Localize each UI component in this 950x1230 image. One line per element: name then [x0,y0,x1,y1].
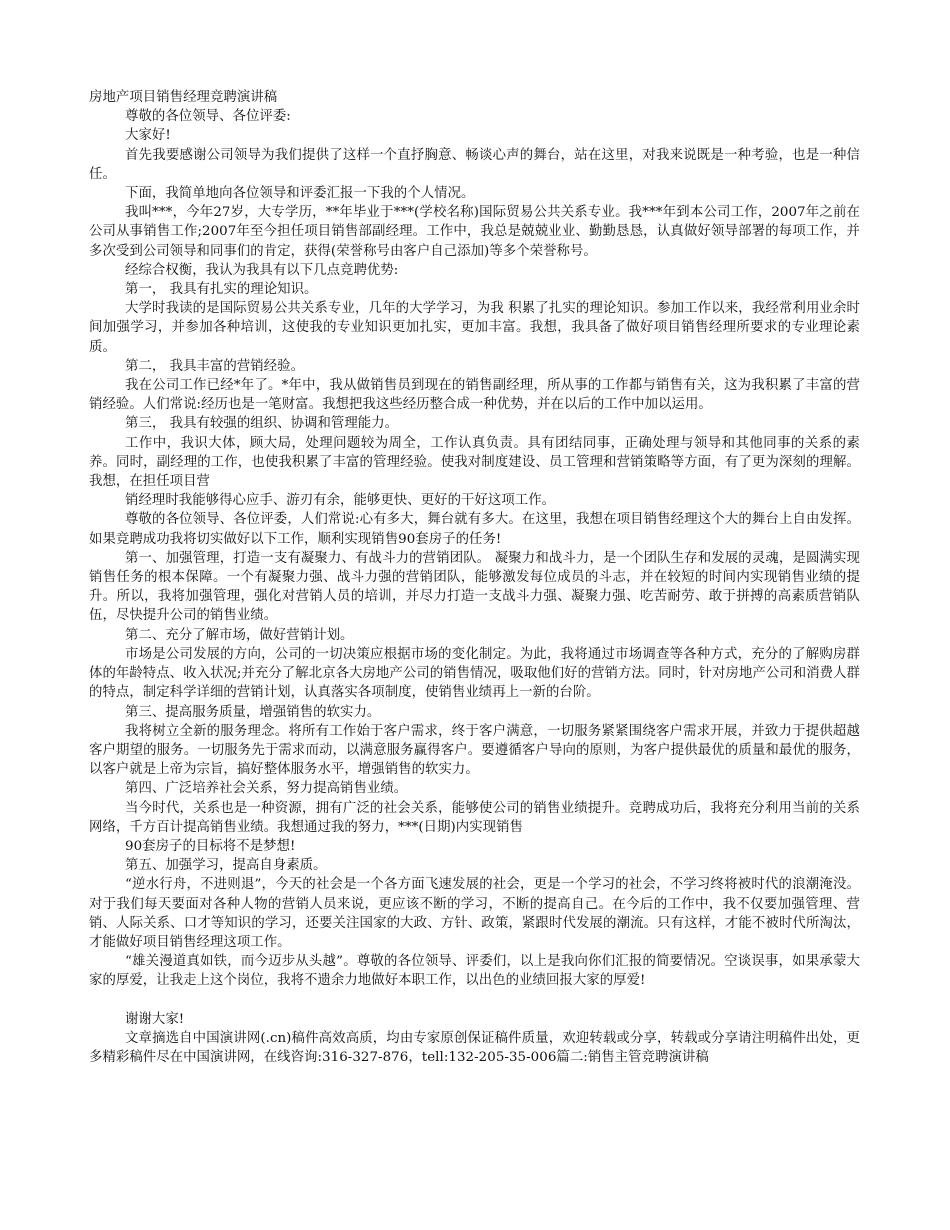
paragraph: 尊敬的各位领导、各位评委，人们常说:心有多大，舞台就有多大。在这里，我想在项目销售经理这个大的舞台上自由发挥。如果竞聘成功我将切实做好以下工作，顺利实现销售90套房子的任务! [89,512,860,547]
paragraph: 下面，我简单地向各位领导和评委汇报一下我的个人情况。 [125,186,475,202]
paragraph: 第五、加强学习，提高自身素质。 [125,858,327,874]
paragraph [89,991,860,1010]
paragraph: 我将树立全新的服务理念。将所有工作始于客户需求，终于客户满意，一切服务紧紧围绕客户需求开展，并致力于提供超越客户期望的服务。一切服务先于需求而动，以满意服务赢得客户。要遵循客户导向的原则，为客户提供最优的质量和最优的服务，以客户就是上帝为宗旨，搞好整体服务水平，增强销售的软实力。 [89,723,860,778]
paragraph: 第二、充分了解市场，做好营销计划。 [125,627,354,643]
paragraph: 首先我要感谢公司领导为我们提供了这样一个直抒胸意、畅谈心声的舞台，站在这里，对我来说既是一种考验，也是一种信任。 [89,147,860,182]
paragraph: 市场是公司发展的方向，公司的一切决策应根据市场的变化制定。为此，我将通过市场调查等各种方式，充分的了解购房群体的年龄特点、收入状况;并充分了解北京各大房地产公司的销售情况，吸取他们好的营销方法。同时，针对房地产公司和消费人群的特点，制定科学详细的营销计划，认真落实各项制度，使销售业绩再上一新的台阶。 [89,646,860,701]
document-body [89,107,860,1067]
paragraph: 工作中，我识大体，顾大局，处理问题较为周全，工作认真负责。具有团结同事，正确处理与领导和其他同事的关系的素养。同时，副经理的工作，也使我积累了丰富的管理经验。使我对制度建设、员工管理和营销策略等方面，有了更为深刻的理解。我想，在担任项目营 [89,435,860,490]
document-page [89,88,860,1067]
paragraph: “雄关漫道真如铁，而今迈步从头越”。尊敬的各位领导、评委们，以上是我向你们汇报的简要情况。空谈误事，如果承蒙大家的厚爱，让我走上这个岗位，我将不遗余力地做好本职工作，以出色的业绩回报大家的厚爱! [89,954,860,989]
paragraph: 第二， 我具丰富的营销经验。 [125,358,305,374]
paragraph: 我叫***，今年27岁，大专学历，**年毕业于***(学校名称)国际贸易公共关系专业。我***年到本公司工作，2007年之前在公司从事销售工作;2007年至今担任项目销售部副经理。工作中，我总是兢兢业业、勤勤恳恳，认真做好领导部署的每项工作，并多次受到公司领导和同事们的肯定，获得(荣誉称号由客户自己添加)等多个荣誉称号。 [89,205,860,259]
paragraph: 销经理时我能够得心应手、游刃有余，能够更快、更好的干好这项工作。 [125,493,556,509]
paragraph: 经综合权衡，我认为我具有以下几点竞聘优势: [125,262,399,278]
paragraph: 大学时我读的是国际贸易公共关系专业，几年的大学学习，为我 积累了扎实的理论知识。参加工作以来，我经常利用业余时间加强学习，并参加各种培训，这使我的专业知识更加扎实，更加丰富。我想，我具备了做好项目销售经理所要求的专业理论素质。 [89,301,860,355]
paragraph: 谢谢大家! [125,1011,185,1027]
paragraph: 我在公司工作已经*年了。*年中，我从做销售员到现在的销售副经理，所从事的工作都与销售有关，这为我积累了丰富的营销经验。人们常说:经历也是一笔财富。我想把我这些经历整合成一种优势，并在以后的工作中加以运用。 [89,378,860,413]
paragraph: 第一， 我具有扎实的理论知识。 [125,282,318,298]
paragraph: “逆水行舟，不进则退”，今天的社会是一个各方面飞速发展的社会，更是一个学习的社会，不学习终将被时代的浪潮淹没。对于我们每天要面对各种人物的营销人员来说，更应该不断的学习，不断的提高自己。在今后的工作中，我不仅要加强管理、营销、人际关系、口才等知识的学习，还要关注国家的大政、方针、政策，紧跟时代发展的潮流。只有这样，才能不被时代所淘汰，才能做好项目销售经理这项工作。 [89,877,860,950]
paragraph: 第三， 我具有较强的组织、协调和管理能力。 [125,416,399,432]
paragraph: 大家好! [125,128,171,144]
paragraph: 90套房子的目标将不是梦想! [125,838,296,854]
paragraph: 第四、广泛培养社会关系，努力提高销售业绩。 [125,781,408,797]
paragraph: 尊敬的各位领导、各位评委: [125,109,291,125]
paragraph: 第一、加强管理，打造一支有凝聚力、有战斗力的营销团队。 凝聚力和战斗力，是一个团队生存和发展的灵魂，是圆满实现销售任务的根本保障。一个有凝聚力强、战斗力强的营销团队，能够激发每位成员的斗志，并在较短的时间内实现销售业绩的提升。所以，我将加强管理，强化对营销人员的培训，并尽力打造一支战斗力强、凝聚力强、吃苦耐劳、敢于拼搏的高素质营销队伍，尽快提升公司的销售业绩。 [89,550,860,624]
paragraph: 第三、提高服务质量，增强销售的软实力。 [125,704,381,720]
paragraph: 当今时代，关系也是一种资源，拥有广泛的社会关系，能够使公司的销售业绩提升。竞聘成功后，我将充分利用当前的关系网络，千方百计提高销售业绩。我想通过我的努力，***(日期)内实现销售 [89,800,860,835]
document-title: 房地产项目销售经理竞聘演讲稿 [89,90,278,105]
paragraph: 文章摘选自中国演讲网(.cn)稿件高效高质，均由专家原创保证稿件质量，欢迎转载或分享，转载或分享请注明稿件出处，更多精彩稿件尽在中国演讲网，在线咨询:316-327-876，tell:132-205-35-006篇二:销售主管竞聘演讲稿 [89,1030,860,1066]
